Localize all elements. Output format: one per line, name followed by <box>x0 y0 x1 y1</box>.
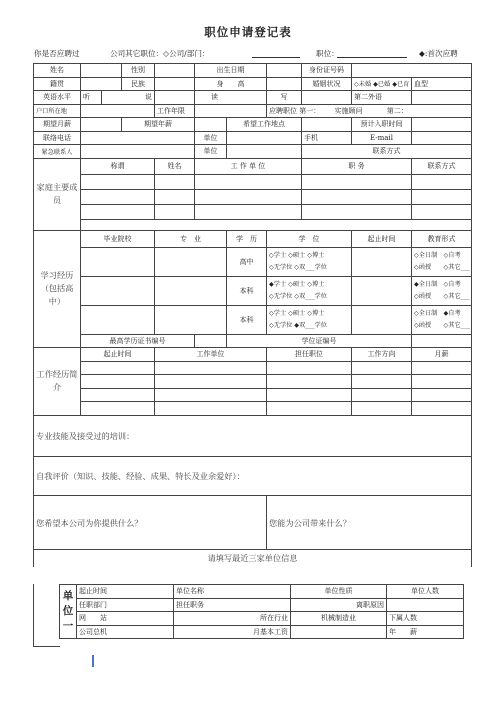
degree-line: ◇学士 ◇硕士 ◇博士 <box>269 251 325 259</box>
family-header-name: 姓名 <box>155 158 195 174</box>
edu-degree-options[interactable] <box>267 305 352 334</box>
work-row-cell[interactable] <box>412 361 472 375</box>
intro-q2: 公司其它职位：◇公司/部门： <box>110 49 210 58</box>
label-self-eval: 自我评价（知识、技能、经验、成果、特长及业余爱好）： <box>36 471 245 481</box>
speak-field[interactable] <box>155 91 195 105</box>
label-leave-reason: 离职原因 <box>291 598 387 612</box>
family-row-cell[interactable] <box>81 189 155 204</box>
label-emergency-unit: 单位 <box>195 145 227 159</box>
degree-line: ◇无学位 ◇双___学位 <box>269 263 327 271</box>
label-company: 单位 <box>195 131 227 145</box>
origin-field[interactable] <box>81 77 122 91</box>
work-row-cell[interactable] <box>352 388 412 402</box>
edu-form-options[interactable] <box>412 305 472 334</box>
family-row-cell[interactable] <box>302 189 412 204</box>
label-origin: 籍贯 <box>34 77 81 91</box>
work-row-cell[interactable] <box>155 388 267 402</box>
edu-school-field[interactable] <box>81 247 155 276</box>
label-education: 学习经历（包括高中） <box>34 230 81 348</box>
apply-pos-cell[interactable] <box>267 104 472 118</box>
family-row-cell[interactable] <box>412 174 472 189</box>
work-header-salary: 月薪 <box>412 348 472 362</box>
label-bring: 您能为公司带来什么？ <box>269 518 351 528</box>
work-row-cell[interactable] <box>155 361 267 375</box>
family-header-unit: 工 作 单 位 <box>195 158 302 174</box>
label-second: 第二： <box>386 106 408 115</box>
label-degree-no: 学位证编号 <box>227 334 412 348</box>
emergency-unit-field[interactable] <box>227 145 302 159</box>
label-gm: 公司总机 <box>77 625 174 639</box>
exp-place-field[interactable] <box>302 118 352 132</box>
label-read: 读 <box>195 91 267 105</box>
label-work: 工作经历简介 <box>34 348 81 416</box>
form-line: ◇函授 ◇其它___ <box>414 263 470 271</box>
work-row-cell[interactable] <box>81 375 155 389</box>
form-line: ◇函授 ◇其它___ <box>414 321 470 329</box>
work-row-cell[interactable] <box>81 361 155 375</box>
blood-cell <box>412 77 472 91</box>
degree-line: ◇学士 ◇硕士 ◇博士 <box>269 309 325 317</box>
family-header-job: 职 务 <box>302 158 412 174</box>
salary-field[interactable] <box>291 625 387 639</box>
exp-year-field[interactable] <box>195 118 227 132</box>
family-row-cell[interactable] <box>155 174 195 189</box>
edu-header-major: 专 业 <box>155 230 227 247</box>
birth-field[interactable] <box>267 64 302 78</box>
edu-level: 本科 <box>227 305 267 334</box>
family-row-cell[interactable] <box>302 174 412 189</box>
intro-q3: 职位： <box>316 49 339 58</box>
phone-field[interactable] <box>81 131 195 145</box>
label-family: 家庭主要成员 <box>34 158 81 230</box>
work-row-cell[interactable] <box>412 388 472 402</box>
label-gender: 性别 <box>122 64 155 78</box>
work-row-cell[interactable] <box>267 402 352 416</box>
id-field[interactable] <box>352 64 472 78</box>
form-line: ◇全日制 ◇自考 <box>414 251 461 259</box>
degree-line: ◇无学位 ◇双___学位 <box>269 292 327 300</box>
label-cert-no: 最高学历证书编号 <box>81 334 195 348</box>
text-cursor <box>92 655 94 667</box>
edu-major-field[interactable] <box>155 247 227 276</box>
name-field[interactable] <box>81 64 122 78</box>
work-header-direction: 工作方向 <box>352 348 412 362</box>
label-exp-place: 希望工作地点 <box>227 118 302 132</box>
edu-degree-options[interactable] <box>267 276 352 305</box>
family-row-cell[interactable] <box>195 174 302 189</box>
work-row-cell[interactable] <box>81 402 155 416</box>
label-industry: 所在行业 <box>174 612 291 626</box>
second-lang-field[interactable] <box>412 91 472 105</box>
position-underline <box>337 57 407 58</box>
first-choice: 实施顾问 <box>334 106 363 115</box>
label-dept: 任职部门 <box>77 598 174 612</box>
form-line: ◇全日制 ◆自考 <box>414 309 461 317</box>
work-row-cell[interactable] <box>155 375 267 389</box>
family-row-cell[interactable] <box>155 204 195 219</box>
family-row-cell[interactable] <box>155 189 195 204</box>
company-field[interactable] <box>227 131 302 145</box>
family-row-cell[interactable] <box>412 204 472 219</box>
label-blood: 血型 <box>414 79 428 88</box>
label-emergency: 紧急联系人 <box>34 145 81 159</box>
degree-line: ◆学士 ◇硕士 ◇博士 <box>269 280 325 288</box>
work-row-cell[interactable] <box>352 361 412 375</box>
work-header-unit: 工作单位 <box>155 348 267 362</box>
edu-form-options[interactable] <box>412 276 472 305</box>
label-first: 第一： <box>299 106 321 115</box>
work-header-period: 起止时间 <box>81 348 155 362</box>
email-field[interactable] <box>412 131 472 145</box>
label-website: 网 站 <box>77 612 174 626</box>
edu-header-period: 起止时间 <box>352 230 412 247</box>
label-subordinates: 下属人数 <box>387 612 464 626</box>
label-contact: 联系方式 <box>302 145 472 159</box>
skills-field[interactable] <box>34 415 472 456</box>
work-row-cell[interactable] <box>155 402 267 416</box>
page-title: 职位申请登记表 <box>204 25 292 39</box>
height-field[interactable] <box>267 77 302 91</box>
form-line: ◆全日制 ◇自考 <box>414 280 461 288</box>
family-row-cell[interactable] <box>412 189 472 204</box>
label-unit-one: 单位一 <box>60 585 77 639</box>
self-eval-field[interactable] <box>34 456 472 495</box>
dept-underline <box>252 57 300 58</box>
label-email: E-mail <box>352 131 412 145</box>
unit-left-border <box>33 584 60 647</box>
edu-major-field[interactable] <box>155 305 227 334</box>
family-row-cell[interactable] <box>195 204 302 219</box>
emergency-field[interactable] <box>81 145 195 159</box>
write-field[interactable] <box>302 91 352 105</box>
label-english: 英语水平 <box>34 91 81 105</box>
marital-options[interactable]: ◇未婚 ◆已婚 ◆已育 <box>352 77 412 91</box>
hukou-field[interactable] <box>81 104 155 118</box>
label-height: 身 高 <box>195 77 267 91</box>
recent-title: 请填写最近三家单位信息 <box>34 549 472 567</box>
label-salary: 月基本工资 <box>174 625 291 639</box>
application-form <box>33 63 472 567</box>
family-spacer <box>81 219 472 230</box>
family-row-cell[interactable] <box>81 174 155 189</box>
gender-field[interactable] <box>155 64 195 78</box>
work-row-cell[interactable] <box>352 402 412 416</box>
family-header-title: 称谓 <box>81 158 155 174</box>
edu-header-school: 毕业院校 <box>81 230 155 247</box>
hope-field[interactable] <box>34 495 267 549</box>
work-row-cell[interactable] <box>412 402 472 416</box>
work-row-cell[interactable] <box>267 375 352 389</box>
degree-line: ◇无学位 ◆双___学位 <box>269 321 327 329</box>
intro-q4: ◆:首次应聘 <box>419 49 458 58</box>
label-phone: 联络电话 <box>34 131 81 145</box>
start-date-field[interactable] <box>412 118 472 132</box>
ethnic-field[interactable] <box>155 77 195 91</box>
family-row-cell[interactable] <box>302 204 412 219</box>
label-ethnic: 民族 <box>122 77 155 91</box>
bring-field[interactable] <box>267 495 472 549</box>
label-mobile: 手机 <box>302 131 352 145</box>
edu-school-field[interactable] <box>81 276 155 305</box>
label-id: 身份证号码 <box>302 64 352 78</box>
label-unit-name: 单位名称 <box>174 585 291 599</box>
label-start-date: 预计入职时间 <box>352 118 412 132</box>
degree-no-field[interactable] <box>412 334 472 348</box>
label-listen: 听 <box>81 91 102 105</box>
label-work-years: 工作年限 <box>155 104 195 118</box>
label-write: 写 <box>267 91 302 105</box>
cert-no-field[interactable] <box>195 334 227 348</box>
edu-period-field[interactable] <box>352 247 412 276</box>
work-row-cell[interactable] <box>352 375 412 389</box>
label-exp-month: 期望月薪 <box>34 118 81 132</box>
family-row-cell[interactable] <box>195 189 302 204</box>
label-annual: 年 薪 <box>387 625 464 639</box>
label-unit-type: 单位性质 <box>291 585 387 599</box>
edu-header-level: 学 历 <box>227 230 267 247</box>
edu-header-form: 教育形式 <box>412 230 472 247</box>
intro-q1: 你是否应聘过 <box>34 49 80 58</box>
label-exp-year: 期望年薪 <box>122 118 195 132</box>
edu-period-field[interactable] <box>352 305 412 334</box>
label-birth: 出生日期 <box>195 64 267 78</box>
industry-value: 机械制造业 <box>291 612 387 626</box>
edu-degree-options[interactable] <box>267 247 352 276</box>
work-header-position: 担任职位 <box>267 348 352 362</box>
edu-form-options[interactable] <box>412 247 472 276</box>
edu-header-degree: 学 位 <box>267 230 352 247</box>
family-header-contact: 联系方式 <box>412 158 472 174</box>
label-second-lang: 第二外语 <box>352 91 412 105</box>
label-position: 担任职务 <box>174 598 291 612</box>
edu-level: 高中 <box>227 247 267 276</box>
work-row-cell[interactable] <box>267 361 352 375</box>
label-start-end: 起止时间 <box>77 585 174 599</box>
edu-period-field[interactable] <box>352 276 412 305</box>
work-row-cell[interactable] <box>81 388 155 402</box>
exp-month-field[interactable] <box>81 118 122 132</box>
label-skills: 专业技能及接受过的培训： <box>36 431 135 441</box>
work-row-cell[interactable] <box>412 375 472 389</box>
edu-major-field[interactable] <box>155 276 227 305</box>
label-hope: 您希望本公司为你提供什么？ <box>36 518 143 528</box>
work-years-field[interactable] <box>195 104 267 118</box>
leave-reason-field[interactable] <box>387 598 464 612</box>
work-row-cell[interactable] <box>267 388 352 402</box>
label-unit-size: 单位人数 <box>387 585 464 599</box>
edu-level: 本科 <box>227 276 267 305</box>
label-hukou: 户口所在地 <box>34 104 81 118</box>
recent-unit-table <box>59 584 464 639</box>
label-apply-pos: 应聘职位 <box>269 106 297 115</box>
family-row-cell[interactable] <box>81 204 155 219</box>
label-speak: 说 <box>102 91 155 105</box>
form-line: ◇函授 ◇其它___ <box>414 292 470 300</box>
label-name: 姓名 <box>34 64 81 78</box>
label-marital: 婚姻状况 <box>302 77 352 91</box>
edu-school-field[interactable] <box>81 305 155 334</box>
